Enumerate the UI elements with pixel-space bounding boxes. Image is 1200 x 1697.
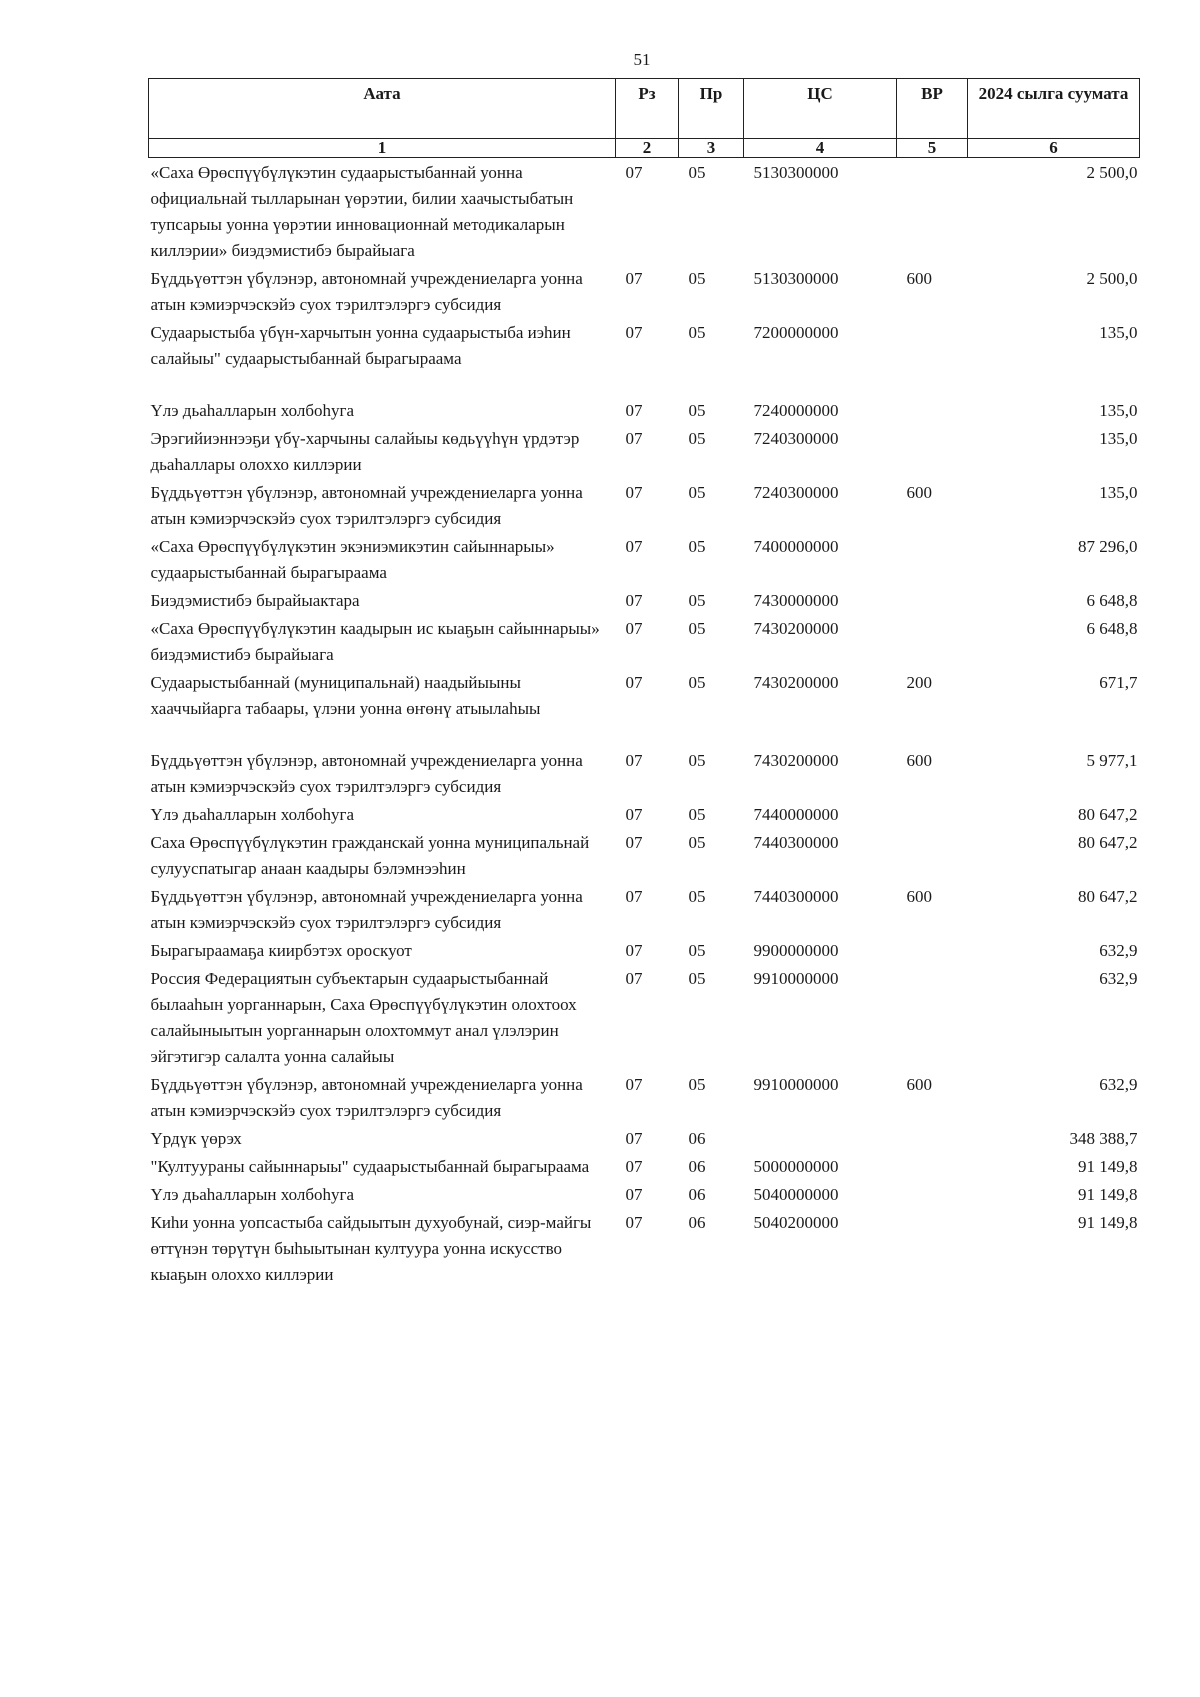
row-cs: 7240000000	[753, 401, 839, 420]
row-cs	[744, 1124, 897, 1152]
table-row	[149, 532, 1140, 586]
row-name: Үлэ дьаһалларын холбоһуга	[150, 401, 355, 420]
row-name: Биэдэмистибэ бырайыактара	[150, 591, 360, 610]
row-cs: 7240300000	[753, 429, 839, 448]
row-pr: 05	[688, 887, 706, 906]
header-pr: Пр	[679, 79, 744, 139]
header-name: Аата	[149, 79, 616, 139]
row-name: Бырагыраамаҕа киирбэтэх ороскуот	[150, 941, 412, 960]
row-cs: 9910000000	[753, 1075, 839, 1094]
row-cs: 5040000000	[753, 1185, 839, 1204]
row-name: Бүддьүөттэн үбүлэнэр, автономнай учреждениеларга уонна атын кэмиэрчэскэйэ суох тэрилтэлэргэ субсидия	[150, 483, 583, 528]
row-amount: 2 500,0	[1086, 163, 1138, 182]
row-vr	[897, 532, 968, 586]
row-amount: 80 647,2	[1078, 805, 1138, 824]
row-rz: 07	[625, 673, 643, 692]
row-pr: 05	[688, 163, 706, 182]
table-row	[149, 882, 1140, 936]
row-name: Бүддьүөттэн үбүлэнэр, автономнай учреждениеларга уонна атын кэмиэрчэскэйэ суох тэрилтэлэргэ субсидия	[150, 269, 583, 314]
header-row	[149, 79, 1140, 139]
row-amount: 671,7	[1099, 673, 1138, 692]
table-row	[149, 614, 1140, 668]
column-number: 2	[616, 139, 679, 158]
row-rz: 07	[625, 163, 643, 182]
row-pr: 05	[688, 805, 706, 824]
column-number-row	[149, 139, 1140, 158]
column-number: 5	[897, 139, 968, 158]
row-name: Бүддьүөттэн үбүлэнэр, автономнай учреждениеларга уонна атын кэмиэрчэскэйэ суох тэрилтэлэргэ субсидия	[150, 887, 583, 932]
table-row	[149, 746, 1140, 800]
row-name: Үлэ дьаһалларын холбоһуга	[150, 1185, 355, 1204]
row-rz: 07	[625, 887, 643, 906]
row-vr	[897, 586, 968, 614]
row-cs: 5000000000	[753, 1157, 839, 1176]
table-row	[149, 800, 1140, 828]
row-name: Эрэгийиэннээҕи үбү-харчыны салайыы көдьүүһүн үрдэтэр дьаһаллары олоххо киллэрии	[150, 429, 580, 474]
row-cs: 7240300000	[753, 483, 839, 502]
row-vr	[897, 936, 968, 964]
row-amount: 91 149,8	[1078, 1157, 1138, 1176]
row-vr: 600	[906, 887, 932, 906]
row-rz: 07	[625, 429, 643, 448]
column-number: 6	[968, 139, 1140, 158]
row-rz: 07	[625, 941, 643, 960]
header-vr: ВР	[897, 79, 968, 139]
row-vr	[897, 1124, 968, 1152]
row-vr	[897, 424, 968, 478]
column-number: 4	[744, 139, 897, 158]
row-vr: 200	[906, 673, 932, 692]
row-pr: 05	[688, 619, 706, 638]
row-amount: 80 647,2	[1078, 833, 1138, 852]
row-rz: 07	[625, 1075, 643, 1094]
row-vr	[897, 318, 968, 396]
row-vr	[897, 396, 968, 424]
row-pr: 05	[688, 833, 706, 852]
row-pr: 05	[688, 537, 706, 556]
table-row	[149, 1070, 1140, 1124]
row-rz: 07	[625, 483, 643, 502]
row-name: Киһи уонна уопсастыба сайдыытын духуобунай, сиэр-майгы өттүнэн төрүтүн быһыытынан култуура уонна искусство кыаҕын олоххо киллэрии	[150, 1213, 592, 1284]
table-row	[149, 478, 1140, 532]
row-pr: 06	[688, 1185, 706, 1204]
row-rz: 07	[625, 591, 643, 610]
row-vr: 600	[906, 483, 932, 502]
row-amount: 135,0	[1099, 429, 1138, 448]
row-amount: 135,0	[1099, 323, 1138, 342]
row-pr: 05	[688, 591, 706, 610]
row-amount: 135,0	[1099, 401, 1138, 420]
row-vr	[897, 964, 968, 1070]
row-vr	[897, 1152, 968, 1180]
row-cs: 5130300000	[753, 269, 839, 288]
row-pr: 05	[688, 483, 706, 502]
column-number: 1	[149, 139, 616, 158]
row-amount: 6 648,8	[1086, 591, 1138, 610]
row-name: Саха Өрөспүүбүлүкэтин гражданскай уонна муниципальнай сулууспатыгар анаан каадыры бэлэмнээһин	[150, 833, 590, 878]
header-cs: ЦС	[744, 79, 897, 139]
row-cs: 7440300000	[753, 887, 839, 906]
table-row	[149, 158, 1140, 265]
table-body	[149, 158, 1140, 1289]
row-pr: 05	[688, 969, 706, 988]
row-rz: 07	[625, 323, 643, 342]
row-vr	[897, 614, 968, 668]
row-amount: 91 149,8	[1078, 1213, 1138, 1232]
row-vr	[897, 828, 968, 882]
row-amount: 135,0	[1099, 483, 1138, 502]
row-rz: 07	[625, 537, 643, 556]
table-row	[149, 936, 1140, 964]
row-vr: 600	[906, 269, 932, 288]
table-row	[149, 318, 1140, 396]
row-amount: 2 500,0	[1086, 269, 1138, 288]
row-name: «Саха Өрөспүүбүлүкэтин каадырын ис кыаҕын сайыннарыы» биэдэмистибэ бырайыага	[150, 619, 600, 664]
row-rz: 07	[625, 1157, 643, 1176]
row-amount: 6 648,8	[1086, 619, 1138, 638]
row-vr	[897, 1180, 968, 1208]
row-rz: 07	[625, 1129, 643, 1148]
row-pr: 05	[688, 269, 706, 288]
row-amount: 5 977,1	[1086, 751, 1138, 770]
table-row	[149, 828, 1140, 882]
row-vr	[897, 158, 968, 265]
row-vr	[897, 1208, 968, 1288]
row-vr: 600	[906, 751, 932, 770]
row-rz: 07	[625, 833, 643, 852]
table-row	[149, 396, 1140, 424]
row-rz: 07	[625, 619, 643, 638]
table-row	[149, 264, 1140, 318]
row-rz: 07	[625, 969, 643, 988]
row-pr: 05	[688, 673, 706, 692]
row-pr: 06	[688, 1157, 706, 1176]
table-row	[149, 964, 1140, 1070]
row-pr: 05	[688, 1075, 706, 1094]
row-cs: 9900000000	[753, 941, 839, 960]
table-row	[149, 1208, 1140, 1288]
page-number: 51	[633, 50, 651, 69]
row-amount: 87 296,0	[1078, 537, 1138, 556]
row-vr	[897, 800, 968, 828]
row-vr: 600	[906, 1075, 932, 1094]
row-amount: 632,9	[1099, 941, 1138, 960]
row-rz: 07	[625, 1185, 643, 1204]
row-cs: 7430200000	[753, 673, 839, 692]
row-name: Үлэ дьаһалларын холбоһуга	[150, 805, 355, 824]
row-cs: 5040200000	[753, 1213, 839, 1232]
table-header	[149, 79, 1140, 158]
row-cs: 7440300000	[753, 833, 839, 852]
row-name: Бүддьүөттэн үбүлэнэр, автономнай учреждениеларга уонна атын кэмиэрчэскэйэ суох тэрилтэлэргэ субсидия	[150, 1075, 583, 1120]
header-rz: Рз	[616, 79, 679, 139]
row-amount: 632,9	[1099, 1075, 1138, 1094]
table-row	[149, 668, 1140, 746]
row-cs: 9910000000	[753, 969, 839, 988]
row-rz: 07	[625, 805, 643, 824]
row-name: Үрдүк үөрэх	[150, 1129, 242, 1148]
row-cs: 7200000000	[753, 323, 839, 342]
row-name: «Саха Өрөспүүбүлүкэтин судаарыстыбаннай уонна официальнай тылларынан үөрэтии, билии хаачыстыбатын тупсарыы уонна үөрэтии инновационнай методикаларын киллэрии» биэдэмистибэ бырайыага	[150, 163, 574, 260]
row-name: "Култуураны сайыннарыы" судаарыстыбаннай бырагыраама	[150, 1157, 590, 1176]
row-pr: 05	[688, 401, 706, 420]
row-cs: 7440000000	[753, 805, 839, 824]
row-rz: 07	[625, 401, 643, 420]
table-row	[149, 1180, 1140, 1208]
row-cs: 7430200000	[753, 751, 839, 770]
row-rz: 07	[625, 751, 643, 770]
table-row	[149, 424, 1140, 478]
row-name: «Саха Өрөспүүбүлүкэтин экэниэмикэтин сайыннарыы» судаарыстыбаннай бырагыраама	[150, 537, 555, 582]
row-cs: 7430000000	[753, 591, 839, 610]
row-rz: 07	[625, 269, 643, 288]
row-amount: 632,9	[1099, 969, 1138, 988]
row-amount: 91 149,8	[1078, 1185, 1138, 1204]
row-name: Судаарыстыба үбүн-харчытын уонна судаарыстыба иэһин салайыы" судаарыстыбаннай бырагыраама	[150, 323, 571, 368]
row-rz: 07	[625, 1213, 643, 1232]
row-pr: 05	[688, 751, 706, 770]
row-pr: 05	[688, 429, 706, 448]
row-cs: 5130300000	[753, 163, 839, 182]
row-cs: 7400000000	[753, 537, 839, 556]
table-row	[149, 1124, 1140, 1152]
row-amount: 80 647,2	[1078, 887, 1138, 906]
row-name: Судаарыстыбаннай (муниципальнай) наадыйыыны хааччыйарга табаары, үлэни уонна өҥөнү атыылаһыы	[150, 673, 541, 718]
row-pr: 05	[688, 323, 706, 342]
row-pr: 05	[688, 941, 706, 960]
table-row	[149, 586, 1140, 614]
row-amount: 348 388,7	[1069, 1129, 1138, 1148]
column-number: 3	[679, 139, 744, 158]
row-pr: 06	[688, 1129, 706, 1148]
row-name: Россия Федерациятын субъектарын судаарыстыбаннай былааһын уорганнарын, Саха Өрөспүүбүлүкэтин олохтоох салайыныытын уорганнарын олохтоммут анал үлэлэрин эйгэтигэр салалта уонна салайыы	[150, 969, 577, 1066]
budget-table	[148, 78, 1140, 1288]
row-pr: 06	[688, 1213, 706, 1232]
row-cs: 7430200000	[753, 619, 839, 638]
row-name: Бүддьүөттэн үбүлэнэр, автономнай учреждениеларга уонна атын кэмиэрчэскэйэ суох тэрилтэлэргэ субсидия	[150, 751, 583, 796]
header-amount: 2024 сылга суумата	[968, 79, 1140, 139]
table-row	[149, 1152, 1140, 1180]
